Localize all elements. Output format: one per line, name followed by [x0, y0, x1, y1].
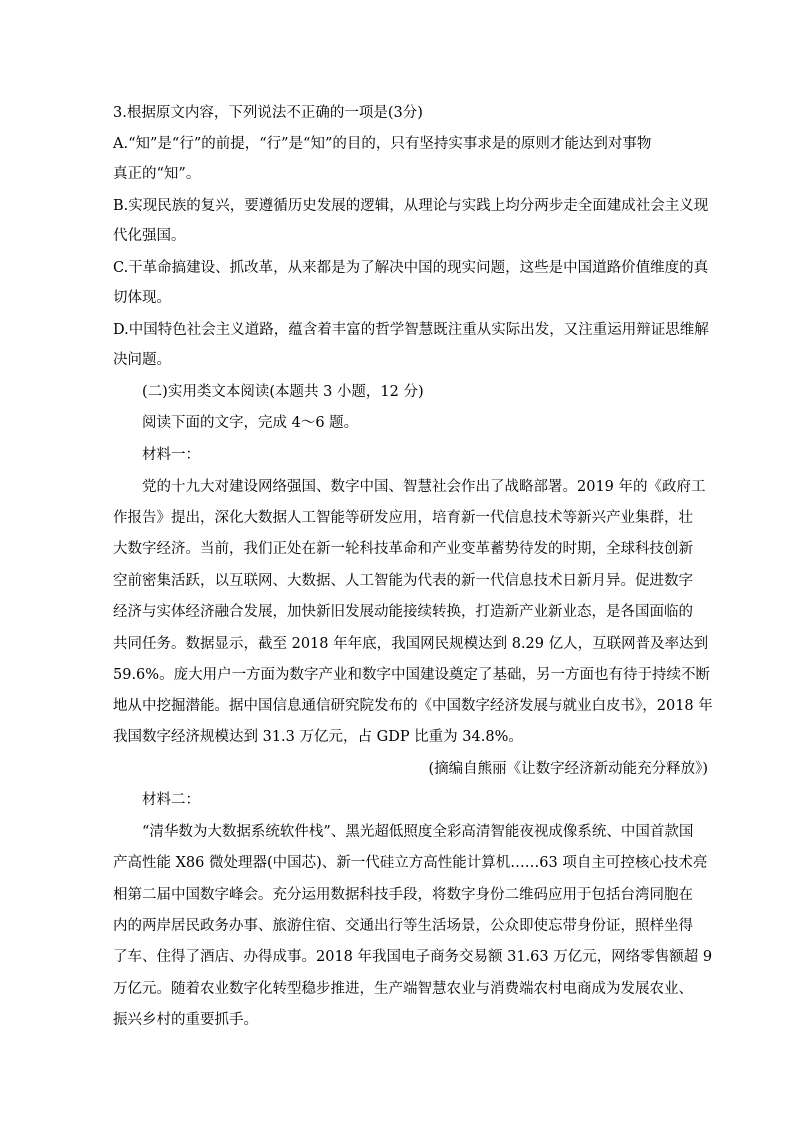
material-1-line: 作报告》提出，深化大数据人工智能等研发应用，培育新一代信息技术等新兴产业集群，壮 — [113, 510, 693, 526]
option-d-line-1: D.中国特色社会主义道路，蕴含着丰富的哲学智慧既注重从实际出发，又注重运用辩证思维解 — [113, 322, 709, 338]
option-b-line-1: B.实现民族的复兴，要遵循历史发展的逻辑，从理论与实践上均分两步走全面建成社会主义现 — [113, 198, 709, 214]
material-1-line: 共同任务。数据显示，截至 2018 年年底，我国网民规模达到 8.29 亿人，互联网普及率达到 — [113, 636, 709, 652]
option-c-line-1: C.干革命搞建设、抓改革，从来都是为了解决中国的现实问题，这些是中国道路价值维度的真 — [113, 260, 709, 276]
material-1-line: 我国数字经济规模达到 31.3 万亿元，占 GDP 比重为 34.8%。 — [113, 729, 523, 745]
material-2-label: 材料二： — [142, 792, 200, 808]
option-a-line-1: A.“知”是“行”的前提，“行”是“知”的目的，只有坚持实事求是的原则才能达到对事物 — [113, 136, 652, 152]
material-1-line: 空前密集活跃，以互联网、大数据、人工智能为代表的新一代信息技术日新月异。促进数字 — [113, 573, 693, 589]
material-2-line: 产高性能 X86 微处理器(中国芯)、新一代硅立方高性能计算机……63 项自主可控核心技术亮 — [113, 855, 708, 871]
material-2-line: 内的两岸居民政务办事、旅游住宿、交通出行等生活场景，公众即使忘带身份证，照样坐得 — [113, 918, 693, 934]
question-3-stem: 3.根据原文内容，下列说法不正确的一项是(3分) — [113, 105, 423, 121]
material-2-line: 万亿元。随着农业数字化转型稳步推进，生产端智慧农业与消费端农村电商成为发展农业、 — [113, 981, 693, 997]
option-c-line-2: 切体现。 — [113, 290, 171, 306]
material-1-line: 地从中挖掘潜能。据中国信息通信研究院发布的《中国数字经济发展与就业白皮书》，2018 年 — [113, 698, 713, 714]
material-2-line: 振兴乡村的重要抓手。 — [113, 1012, 258, 1028]
material-1-line: 党的十九大对建设网络强国、数字中国、智慧社会作出了战略部署。2019 年的《政府工 — [142, 479, 706, 495]
material-1-source: (摘编自熊丽《让数字经济新动能充分释放》) — [428, 761, 708, 777]
option-d-line-2: 决问题。 — [113, 352, 171, 368]
material-2-line: “清华数为大数据系统软件栈”、黑光超低照度全彩高清智能夜视成像系统、中国首款国 — [142, 824, 694, 840]
material-1-line: 经济与实体经济融合发展，加快新旧发展动能接续转换，打造新产业新业态，是各国面临的 — [113, 604, 693, 620]
option-b-line-2: 代化强国。 — [113, 228, 186, 244]
material-1-line: 大数字经济。当前，我们正处在新一轮科技革命和产业变革蓄势待发的时期，全球科技创新 — [113, 541, 693, 557]
section-2-instruction: 阅读下面的文字，完成 4～6 题。 — [142, 415, 359, 431]
material-1-label: 材料一： — [142, 447, 200, 463]
option-a-line-2: 真正的“知”。 — [113, 166, 201, 182]
section-2-heading: (二)实用类文本阅读(本题共 3 小题，12 分) — [142, 384, 424, 400]
material-2-line: 了车、住得了酒店、办得成事。2018 年我国电子商务交易额 31.63 万亿元，网络零售额超 9 — [113, 949, 713, 965]
material-1-line: 59.6%。庞大用户一方面为数字产业和数字中国建设奠定了基础，另一方面也有待于持续不断 — [113, 667, 711, 683]
material-2-line: 相第二届中国数字峰会。充分运用数据科技手段，将数字身份二维码应用于包括台湾同胞在 — [113, 887, 693, 903]
